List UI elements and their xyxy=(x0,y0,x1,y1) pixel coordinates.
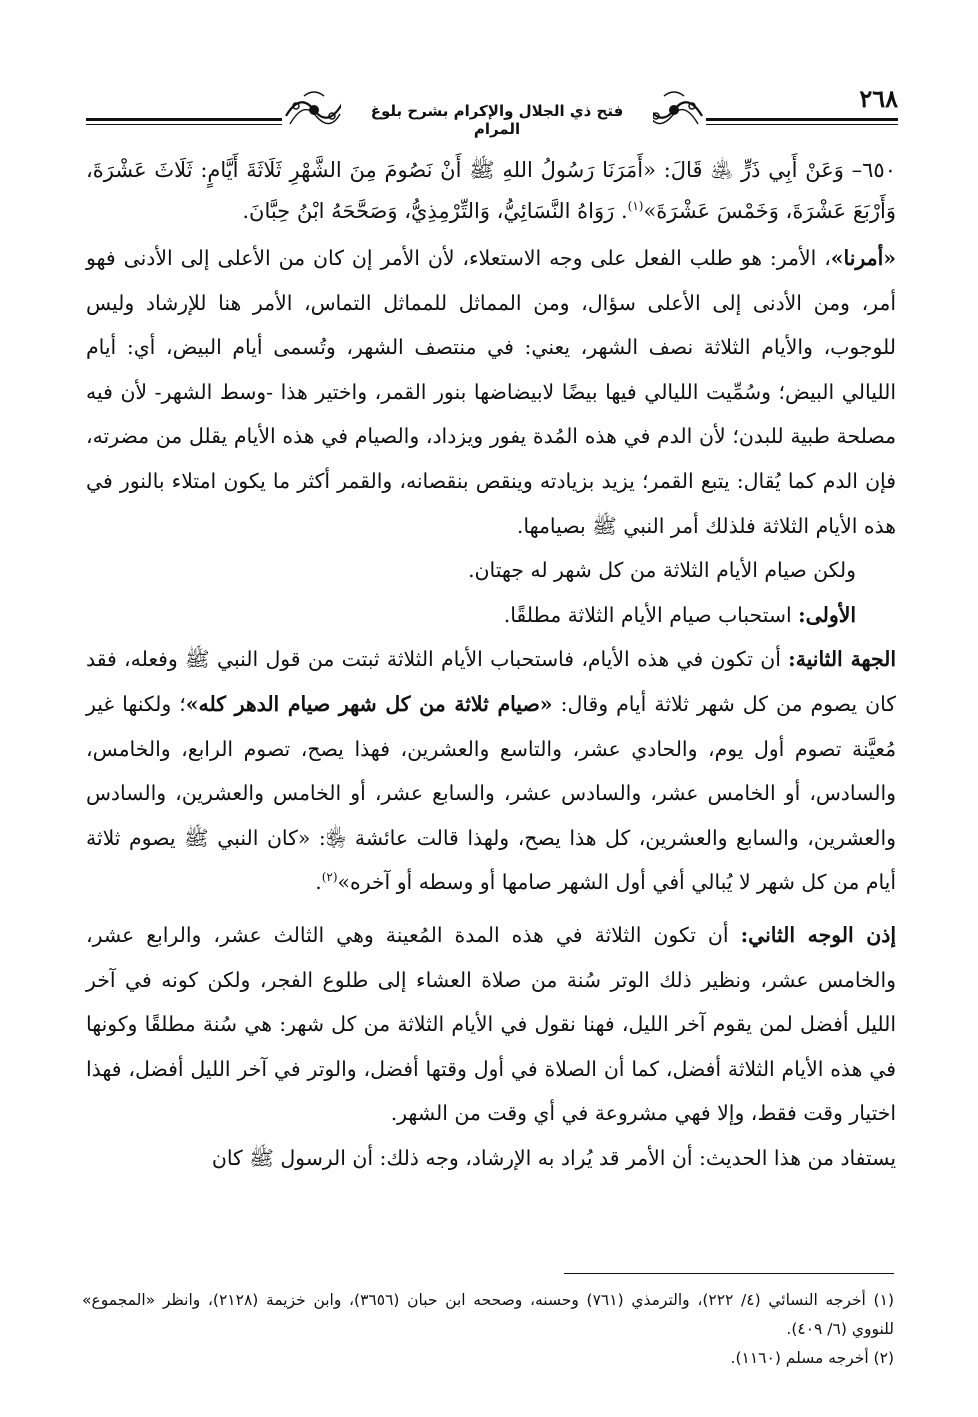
main-text xyxy=(86,150,896,1180)
footnote-2: (٢) أخرجه مسلم (١١٦٠). xyxy=(730,1349,894,1367)
paragraph: «أمرنا»، الأمر: هو طلب الفعل على وجه الاستعلاء، لأن الأمر إن كان من الأعلى إلى الأدنى فهو أمر، ومن الأدنى إلى الأعلى سؤال، ومن المماثل للمماثل التماس، الأمر هنا للإرشاد وليس للوجوب، والأيام الثلاثة نصف الشهر، يعني: في منتصف الشهر، وتُسمى أيام البيض، أي: أيام الليالي البيض؛ وسُمِّيت الليالي فيها بيضًا لابيضاضها بنور القمر، واختير هذا -وسط الشهر- لأن فيه مصلحة طبية للبدن؛ لأن الدم في هذه المُدة يفور ويزداد، والصيام في هذه الأيام يقلل من مضرته، فإن الدم كما يُقال: يتبع القمر؛ يزيد بزيادته وينقص بنقصانه، والقمر أكثر ما يكون امتلاء بالنور في هذه الأيام الثلاثة فلذلك أمر النبي ﷺ بصيامها. xyxy=(86,246,896,538)
paragraph: الأولى: استحباب صيام الأيام الثلاثة مطلقًا. xyxy=(503,602,856,627)
paragraph: ولكن صيام الأيام الثلاثة من كل شهر له جهتان. xyxy=(468,558,856,583)
footnote-ref[interactable]: (٢) xyxy=(321,870,338,885)
paragraph: يستفاد من هذا الحديث: أن الأمر قد يُراد به الإرشاد، وجه ذلك: أن الرسول ﷺ كان xyxy=(211,1145,896,1170)
footnote-separator xyxy=(564,1273,894,1274)
paragraph: الجهة الثانية: أن تكون في هذه الأيام، فاستحباب الأيام الثلاثة ثبتت من قول النبي ﷺ وفعله، فقد كان يصوم من كل شهر ثلاثة أيام وقال: «صيام ثلاثة من كل شهر صيام الدهر كله»؛ ولكنها غير مُعيَّنة تصوم أول يوم، والحادي عشر، والتاسع والعشرين، فهذا يصح، تصوم الرابع، والخامس، والسادس، أو الخامس عشر، والسادس عشر، والسابع عشر، أو الخامس والعشرين، والسادس والعشرين، والسابع والعشرين، كل هذا يصح، ولهذا قالت عائشة ﵂: «كان النبي ﷺ يصوم ثلاثة أيام من كل شهر لا يُبالي أفي أول الشهر صامها أو وسطه أو آخره»$^{(٢)}$. xyxy=(86,647,896,895)
ornament-icon xyxy=(282,86,346,134)
footnote-1: (١) أخرجه النسائي (٤/ ٢٢٢)، والترمذي (٧٦١) وحسنه، وصححه ابن حبان (٣٦٥٦)، وابن خزيمة (٢١٢٨)، وانظر «المجموع» للنووي (٦/ ٤٠٩). xyxy=(82,1291,894,1338)
hadith-text: ٦٥٠– وَعَنْ أَبِي ذَرٍّ ﵁ قَالَ: «أَمَرَنَا رَسُولُ اللهِ ﷺ أَنْ نَصُومَ مِنَ الشَّهْرِ ثَلَاثَةَ أَيَّامٍ: ثَلَاثَ عَشْرَةَ، وَأَرْبَعَ عَشْرَةَ، وَخَمْسَ عَشْرَةَ»$^{(١)}$. رَوَاهُ النَّسَائِيُّ، وَالتِّرْمِذِيُّ، وَصَحَّحَهُ ابْنُ حِبَّانَ. xyxy=(86,158,896,223)
footnote-ref[interactable]: (١) xyxy=(627,199,644,213)
page-number: ٢٦٨ xyxy=(859,84,898,113)
hadith-number: ٦٥٠ xyxy=(862,158,896,182)
footnotes xyxy=(82,1286,894,1373)
running-title: فتح ذي الجلال والإكرام بشرح بلوغ المرام xyxy=(341,102,653,138)
paragraph: إذن الوجه الثاني: أن تكون الثلاثة في هذه المدة المُعينة وهي الثالث عشر، والرابع عشر، والخامس عشر، ونظير ذلك الوتر سُنة من صلاة العشاء إلى طلوع الفجر، ولكن كونه في آخر الليل أفضل لمن يقوم آخر الليل، فهنا نقول في الأيام الثلاثة من كل شهر: هي سُنة مطلقًا وكونها في هذه الأيام الثلاثة أفضل، كما أن الصلاة في أول وقتها أفضل، والوتر في آخر الليل أفضل، فهذا اختيار وقت فقط، وإلا فهي مشروعة في أي وقت من الشهر. xyxy=(86,922,897,1126)
page-header xyxy=(86,80,898,138)
